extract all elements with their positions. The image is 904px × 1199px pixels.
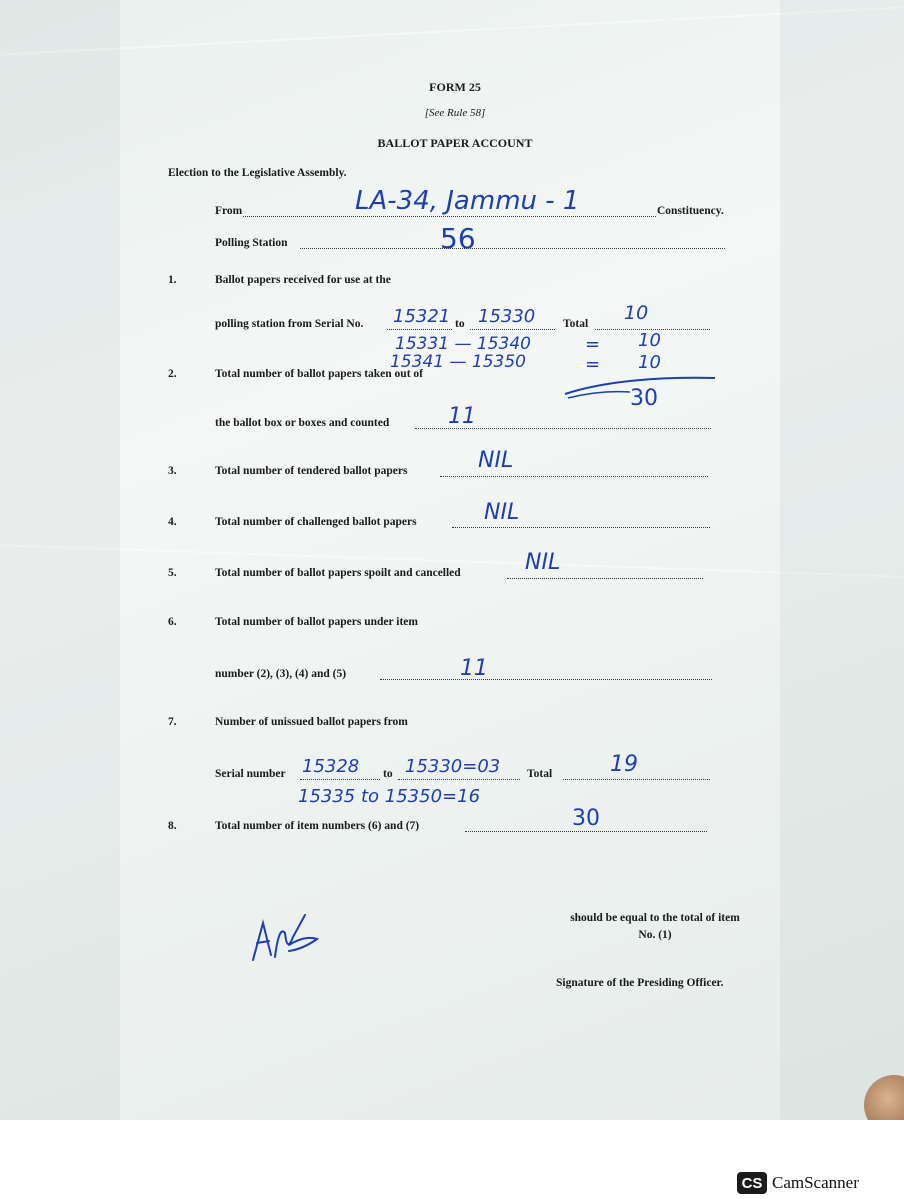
extra-value: 10 [638, 330, 661, 351]
extra-equals: = [585, 334, 601, 355]
item-number: 4. [168, 516, 177, 528]
dotted-line [380, 679, 712, 680]
item-1-text: Ballot papers received for use at the [215, 274, 391, 286]
total-value: 10 [624, 302, 649, 324]
item-number: 7. [168, 716, 177, 728]
from-dotted-line [243, 216, 656, 217]
form-title: FORM 25 [429, 80, 481, 94]
dotted-line [563, 779, 710, 780]
dotted-line [300, 779, 380, 780]
extra-range: 15341 — 15350 [390, 352, 526, 372]
item-number: 5. [168, 567, 177, 579]
item-6-text: Total number of ballot papers under item [215, 616, 418, 628]
extra-range: 15331 — 15340 [395, 334, 531, 354]
total-value: 19 [610, 752, 638, 777]
extra-value: 10 [638, 352, 661, 373]
item-4-value: NIL [484, 500, 520, 525]
item-3-text: Total number of tendered ballot papers [215, 465, 408, 477]
item-2-text: Total number of ballot papers taken out of [215, 368, 423, 380]
camscanner-text: CamScanner [772, 1173, 859, 1192]
item-8-text: Total number of item numbers (6) and (7) [215, 820, 420, 832]
constituency-value: LA-34, Jammu - 1 [355, 186, 580, 216]
item-8-value: 30 [572, 806, 600, 831]
form-subtitle: BALLOT PAPER ACCOUNT [377, 136, 533, 150]
item-7-text-2: Serial number [215, 768, 286, 780]
dotted-line [387, 329, 452, 330]
from-label: From [215, 205, 243, 217]
election-line: Election to the Legislative Assembly. [168, 167, 347, 179]
serial-from-value: 15328 [302, 756, 360, 777]
total-label: Total [563, 318, 589, 330]
polling-station-value: 56 [440, 222, 476, 255]
item-1-text-2: polling station from Serial No. [215, 318, 364, 330]
to-label: to [383, 768, 393, 780]
extra-equals: = [585, 354, 601, 375]
item-5-text: Total number of ballot papers spoilt and cancelled [215, 567, 461, 579]
constituency-suffix: Constituency. [657, 205, 724, 217]
item-3-value: NIL [478, 448, 514, 473]
polling-dotted-line [300, 248, 725, 249]
camscanner-watermark [737, 1172, 859, 1194]
note-line-1: should be equal to the total of item [570, 912, 740, 924]
item-6-value: 11 [460, 656, 488, 681]
item-2-value: 11 [448, 404, 476, 429]
item-6-text-2: number (2), (3), (4) and (5) [215, 668, 347, 680]
polling-station-label: Polling Station [215, 237, 288, 249]
paper-crease [1, 6, 904, 55]
item-number: 6. [168, 616, 177, 628]
serial-to-value: 15330 [478, 306, 536, 327]
item-number: 8. [168, 820, 177, 832]
note-line-2: No. (1) [638, 929, 672, 941]
dotted-line [452, 527, 710, 528]
item-7-text: Number of unissued ballot papers from [215, 716, 408, 728]
paper-shadow [0, 0, 120, 1120]
to-label: to [455, 318, 465, 330]
item-number: 2. [168, 368, 177, 380]
item-7-extra: 15335 to 15350=16 [298, 786, 481, 807]
sum-value: 30 [630, 386, 658, 411]
dotted-line [470, 329, 555, 330]
dotted-line [465, 831, 707, 832]
dotted-line [507, 578, 703, 579]
form-rule: [See Rule 58] [424, 107, 486, 119]
presiding-officer-signature [245, 905, 325, 970]
dotted-line [398, 779, 520, 780]
serial-from-value: 15321 [393, 306, 451, 327]
dotted-line [440, 476, 708, 477]
total-label: Total [527, 768, 553, 780]
serial-to-value: 15330=03 [405, 756, 501, 777]
item-number: 1. [168, 274, 177, 286]
item-2-text-2: the ballot box or boxes and counted [215, 417, 390, 429]
item-4-text: Total number of challenged ballot papers [215, 516, 417, 528]
paper-shadow [780, 0, 904, 1120]
item-5-value: NIL [525, 550, 561, 575]
camscanner-logo: CS [737, 1172, 767, 1194]
item-number: 3. [168, 465, 177, 477]
signature-label: Signature of the Presiding Officer. [556, 977, 724, 989]
